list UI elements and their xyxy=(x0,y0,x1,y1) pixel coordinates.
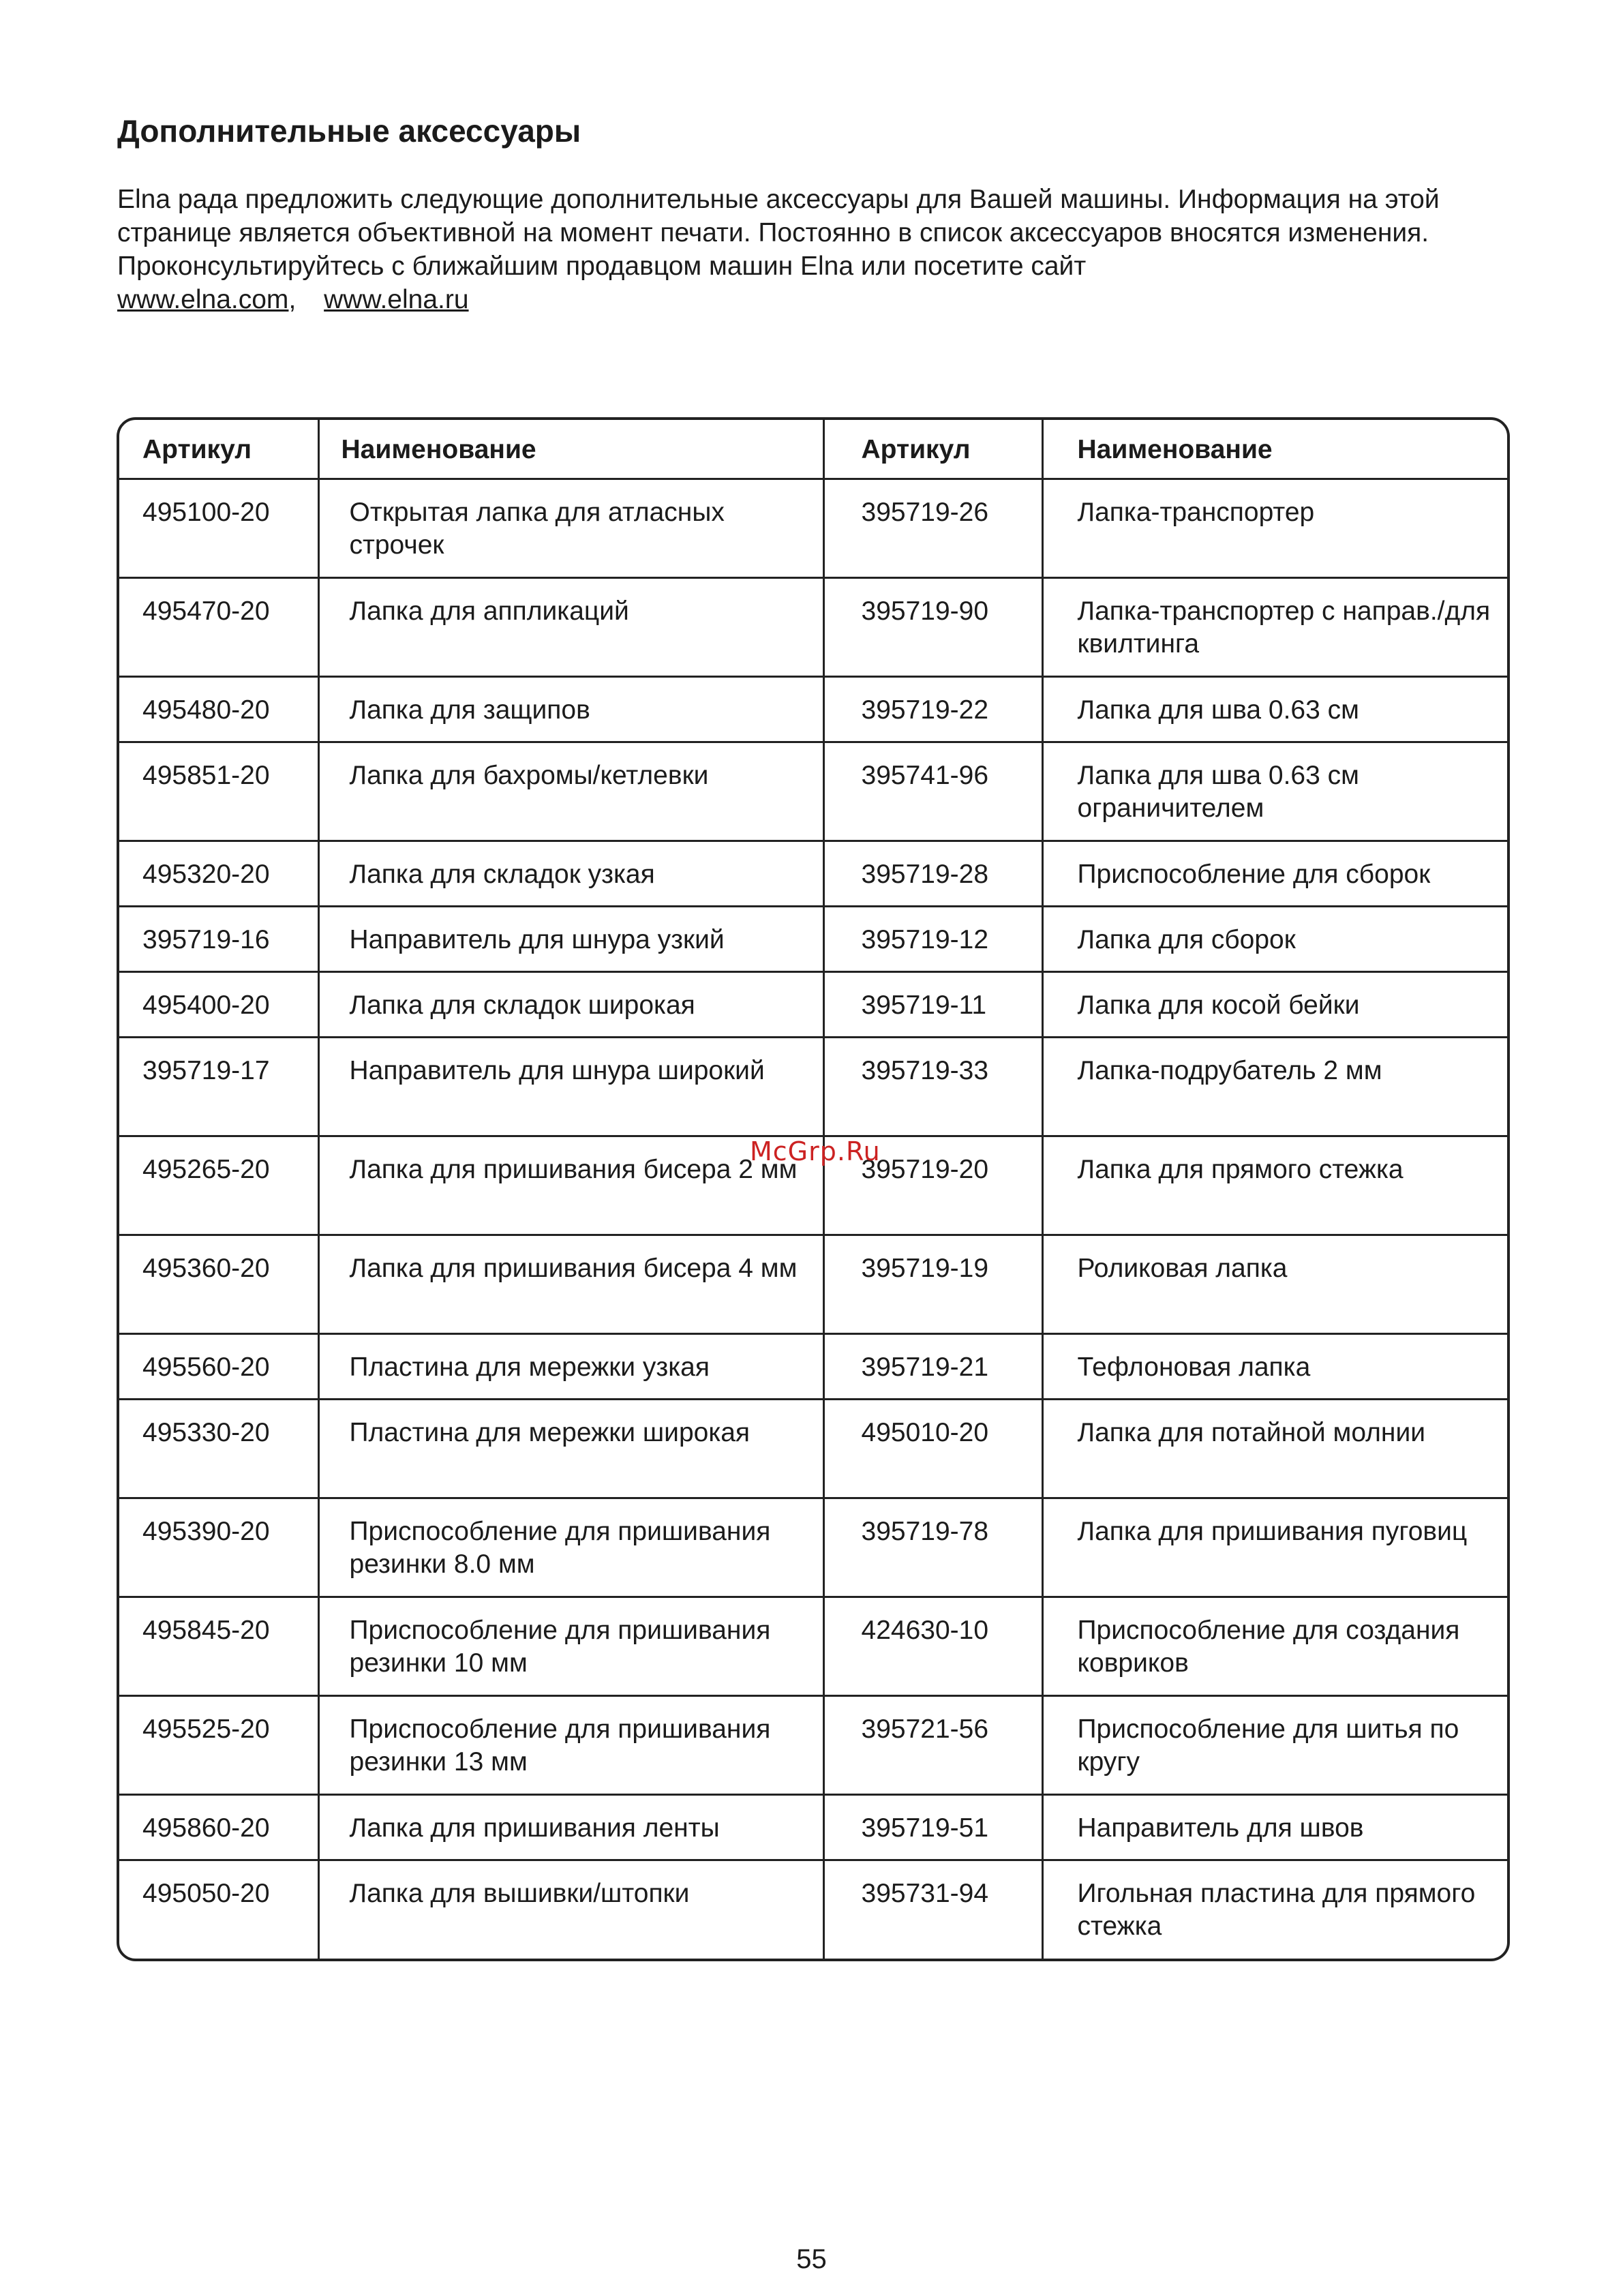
cell-article: 395741-96 xyxy=(823,742,1042,841)
table-row xyxy=(119,1695,1507,1794)
page-number: 55 xyxy=(796,2244,827,2274)
cell-name: Пластина для мережки широкая xyxy=(318,1399,823,1498)
cell-name: Лапка-транспортер с направ./для квилтинга xyxy=(1042,577,1507,676)
accessories-table-frame xyxy=(117,417,1510,1961)
cell-article: 395719-20 xyxy=(823,1136,1042,1235)
cell-name: Лапка для защипов xyxy=(318,676,823,742)
cell-article: 395719-11 xyxy=(823,971,1042,1037)
cell-article: 395719-26 xyxy=(823,479,1042,577)
cell-name: Лапка для косой бейки xyxy=(1042,971,1507,1037)
intro-text: Elna рада предложить следующие дополнительные аксессуары для Вашей машины. Информация на этой странице является объективной на момент печати. Постоянно в список аксессуаров вносятся изменения. Проконсультируйтесь с ближайшим продавцом машин Elna или посетите сайт xyxy=(117,185,1440,281)
table-row xyxy=(119,1597,1507,1695)
cell-article: 495525-20 xyxy=(119,1695,318,1794)
table-row xyxy=(119,1498,1507,1597)
cell-article: 495050-20 xyxy=(119,1860,318,1959)
cell-name: Лапка для пришивания ленты xyxy=(318,1794,823,1860)
cell-article: 395719-16 xyxy=(119,906,318,971)
cell-name: Лапка для потайной молнии xyxy=(1042,1399,1507,1498)
cell-name: Направитель для швов xyxy=(1042,1794,1507,1860)
cell-name: Приспособление для создания ковриков xyxy=(1042,1597,1507,1695)
cell-article: 495010-20 xyxy=(823,1399,1042,1498)
cell-name: Лапка-подрубатель 2 мм xyxy=(1042,1037,1507,1136)
cell-name: Лапка для складок широкая xyxy=(318,971,823,1037)
watermark: McGrp.Ru xyxy=(750,1136,881,1166)
cell-name: Приспособление для пришивания резинки 13 мм xyxy=(318,1695,823,1794)
table-row xyxy=(119,676,1507,742)
cell-name: Направитель для шнура узкий xyxy=(318,906,823,971)
cell-name: Лапка для прямого стежка xyxy=(1042,1136,1507,1235)
table-row xyxy=(119,1235,1507,1333)
page-title: Дополнительные аксессуары xyxy=(117,113,581,149)
table-row xyxy=(119,577,1507,676)
cell-article: 395719-51 xyxy=(823,1794,1042,1860)
cell-article: 495390-20 xyxy=(119,1498,318,1597)
cell-name: Лапка-транспортер xyxy=(1042,479,1507,577)
cell-name: Лапка для вышивки/штопки xyxy=(318,1860,823,1959)
header-article-1: Артикул xyxy=(119,420,318,479)
cell-article: 495320-20 xyxy=(119,841,318,906)
cell-article: 495100-20 xyxy=(119,479,318,577)
table-row xyxy=(119,1860,1507,1959)
cell-name: Лапка для пришивания бисера 4 мм xyxy=(318,1235,823,1333)
link-elna-ru[interactable]: www.elna.ru xyxy=(324,285,469,314)
accessories-table xyxy=(119,420,1507,1959)
cell-name: Приспособление для пришивания резинки 8.0 мм xyxy=(318,1498,823,1597)
cell-article: 495400-20 xyxy=(119,971,318,1037)
cell-article: 495265-20 xyxy=(119,1136,318,1235)
cell-article: 395719-28 xyxy=(823,841,1042,906)
cell-article: 395731-94 xyxy=(823,1860,1042,1959)
cell-article: 495330-20 xyxy=(119,1399,318,1498)
table-body xyxy=(119,479,1507,1959)
cell-name: Приспособление для сборок xyxy=(1042,841,1507,906)
cell-article: 395719-22 xyxy=(823,676,1042,742)
intro-paragraph xyxy=(117,183,1494,316)
cell-name: Тефлоновая лапка xyxy=(1042,1333,1507,1399)
cell-article: 395719-90 xyxy=(823,577,1042,676)
cell-name: Лапка для шва 0.63 см ограничителем xyxy=(1042,742,1507,841)
cell-name: Приспособление для пришивания резинки 10 мм xyxy=(318,1597,823,1695)
cell-name: Лапка для пришивания пуговиц xyxy=(1042,1498,1507,1597)
table-header-row xyxy=(119,420,1507,479)
cell-article: 395719-21 xyxy=(823,1333,1042,1399)
cell-article: 495860-20 xyxy=(119,1794,318,1860)
cell-article: 495560-20 xyxy=(119,1333,318,1399)
table-row xyxy=(119,479,1507,577)
cell-name: Лапка для шва 0.63 см xyxy=(1042,676,1507,742)
header-article-2: Артикул xyxy=(823,420,1042,479)
cell-article: 495851-20 xyxy=(119,742,318,841)
link-separator: , xyxy=(288,285,297,314)
table-row xyxy=(119,841,1507,906)
cell-article: 495470-20 xyxy=(119,577,318,676)
cell-article: 495480-20 xyxy=(119,676,318,742)
cell-article: 424630-10 xyxy=(823,1597,1042,1695)
cell-article: 395719-33 xyxy=(823,1037,1042,1136)
cell-name: Лапка для сборок xyxy=(1042,906,1507,971)
table-row xyxy=(119,1333,1507,1399)
cell-name: Лапка для бахромы/кетлевки xyxy=(318,742,823,841)
table-row xyxy=(119,971,1507,1037)
cell-name: Лапка для пришивания бисера 2 мм xyxy=(318,1136,823,1235)
cell-name: Игольная пластина для прямого стежка xyxy=(1042,1860,1507,1959)
cell-article: 495360-20 xyxy=(119,1235,318,1333)
header-name-2: Наименование xyxy=(1042,420,1507,479)
cell-name: Направитель для шнура широкий xyxy=(318,1037,823,1136)
cell-name: Пластина для мережки узкая xyxy=(318,1333,823,1399)
header-name-1: Наименование xyxy=(318,420,823,479)
cell-name: Роликовая лапка xyxy=(1042,1235,1507,1333)
cell-name: Открытая лапка для атласных строчек xyxy=(318,479,823,577)
link-elna-com[interactable]: www.elna.com xyxy=(117,285,289,314)
cell-article: 395719-78 xyxy=(823,1498,1042,1597)
cell-article: 395719-12 xyxy=(823,906,1042,971)
cell-name: Лапка для аппликаций xyxy=(318,577,823,676)
table-row xyxy=(119,1794,1507,1860)
cell-article: 395719-17 xyxy=(119,1037,318,1136)
cell-article: 395721-56 xyxy=(823,1695,1042,1794)
table-row xyxy=(119,906,1507,971)
cell-article: 495845-20 xyxy=(119,1597,318,1695)
table-row xyxy=(119,1037,1507,1136)
cell-name: Приспособление для шитья по кругу xyxy=(1042,1695,1507,1794)
cell-article: 395719-19 xyxy=(823,1235,1042,1333)
cell-name: Лапка для складок узкая xyxy=(318,841,823,906)
table-row xyxy=(119,742,1507,841)
table-row xyxy=(119,1399,1507,1498)
